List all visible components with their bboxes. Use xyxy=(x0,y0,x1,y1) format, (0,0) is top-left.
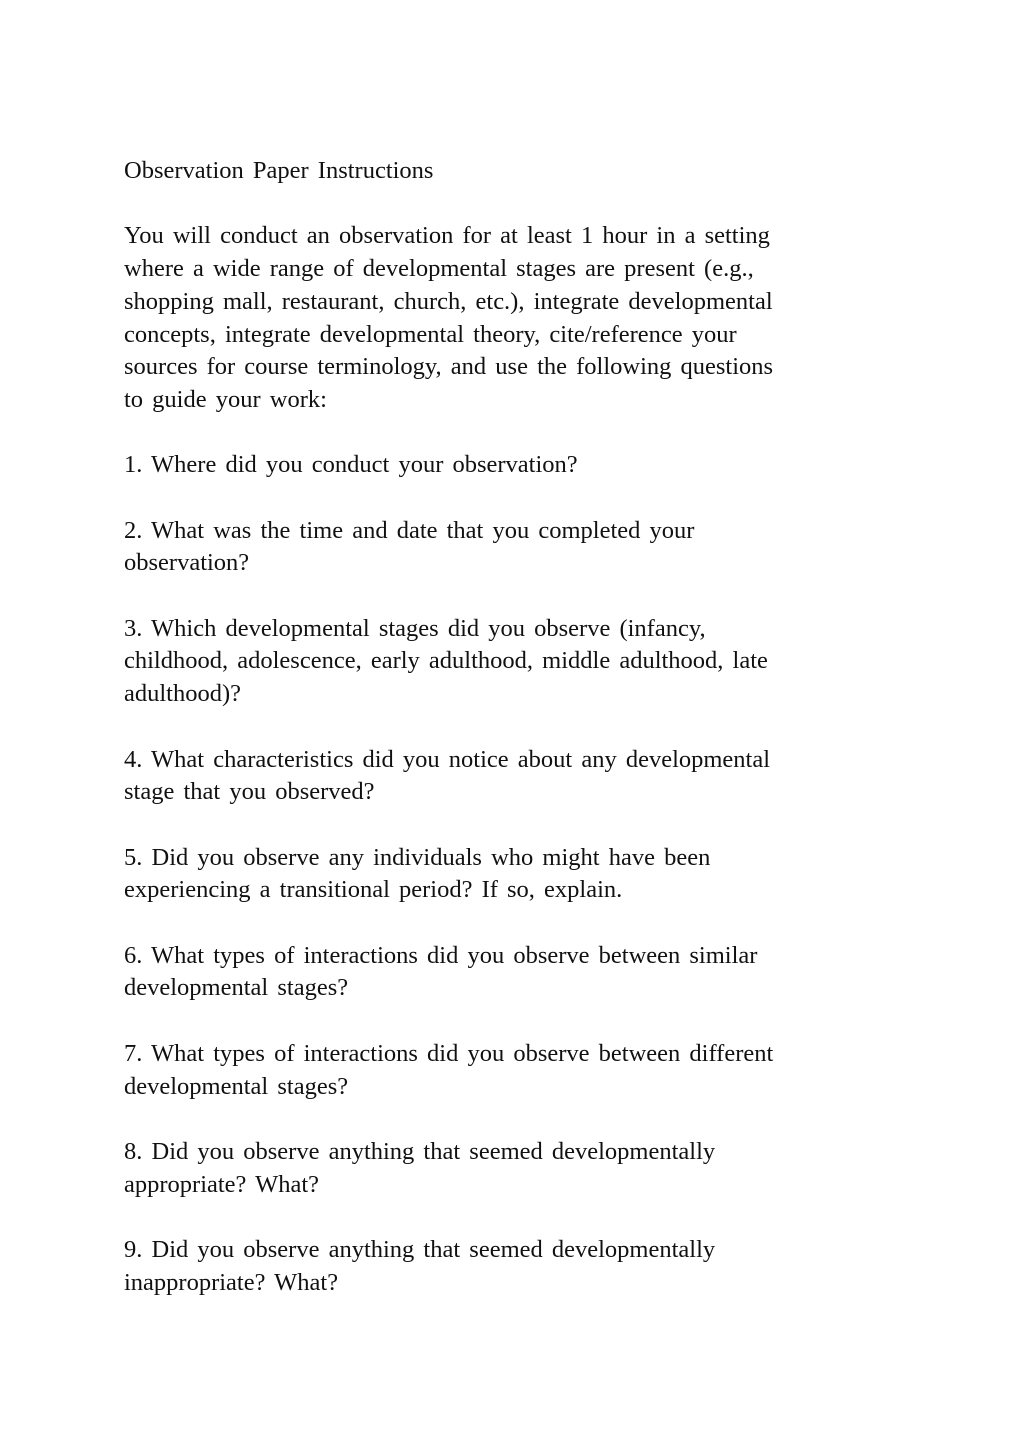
question-line: appropriate? What? xyxy=(124,1170,320,1198)
question-line: 4. What characteristics did you notice about any developmental xyxy=(124,745,771,773)
question-line: 7. What types of interactions did you observe between different xyxy=(124,1039,774,1067)
intro-paragraph xyxy=(124,220,914,416)
intro-line: where a wide range of developmental stages are present (e.g., xyxy=(124,255,754,283)
question-line: inappropriate? What? xyxy=(124,1268,339,1296)
question-line: stage that you observed? xyxy=(124,778,375,806)
question-7 xyxy=(124,1038,914,1103)
question-5 xyxy=(124,842,914,907)
intro-line: sources for course terminology, and use the following questions xyxy=(124,353,774,381)
question-line: adulthood)? xyxy=(124,680,242,708)
question-line: experiencing a transitional period? If so, explain. xyxy=(124,876,623,904)
question-line: 3. Which developmental stages did you observe (infancy, xyxy=(124,614,706,642)
question-line: developmental stages? xyxy=(124,974,349,1002)
question-4 xyxy=(124,744,914,809)
question-2 xyxy=(124,515,914,580)
question-line: observation? xyxy=(124,549,250,577)
question-line: 5. Did you observe any individuals who might have been xyxy=(124,843,711,871)
question-9 xyxy=(124,1234,914,1299)
intro-line: You will conduct an observation for at least 1 hour in a setting xyxy=(124,222,770,250)
question-6 xyxy=(124,940,914,1005)
question-8 xyxy=(124,1136,914,1201)
intro-line: concepts, integrate developmental theory, cite/reference your xyxy=(124,320,737,348)
question-1 xyxy=(124,449,914,482)
question-line: 2. What was the time and date that you completed your xyxy=(124,516,695,544)
intro-line: shopping mall, restaurant, church, etc.), integrate developmental xyxy=(124,287,773,315)
question-line: 6. What types of interactions did you observe between similar xyxy=(124,941,758,969)
question-line: 9. Did you observe anything that seemed developmentally xyxy=(124,1236,716,1264)
document-page xyxy=(124,155,914,1299)
question-line: childhood, adolescence, early adulthood, middle adulthood, late xyxy=(124,647,768,675)
question-line: 1. Where did you conduct your observation? xyxy=(124,451,578,479)
document-title: Observation Paper Instructions xyxy=(124,157,434,184)
intro-line: to guide your work: xyxy=(124,385,327,413)
question-3 xyxy=(124,613,914,711)
question-line: developmental stages? xyxy=(124,1072,349,1100)
question-line: 8. Did you observe anything that seemed developmentally xyxy=(124,1137,716,1165)
